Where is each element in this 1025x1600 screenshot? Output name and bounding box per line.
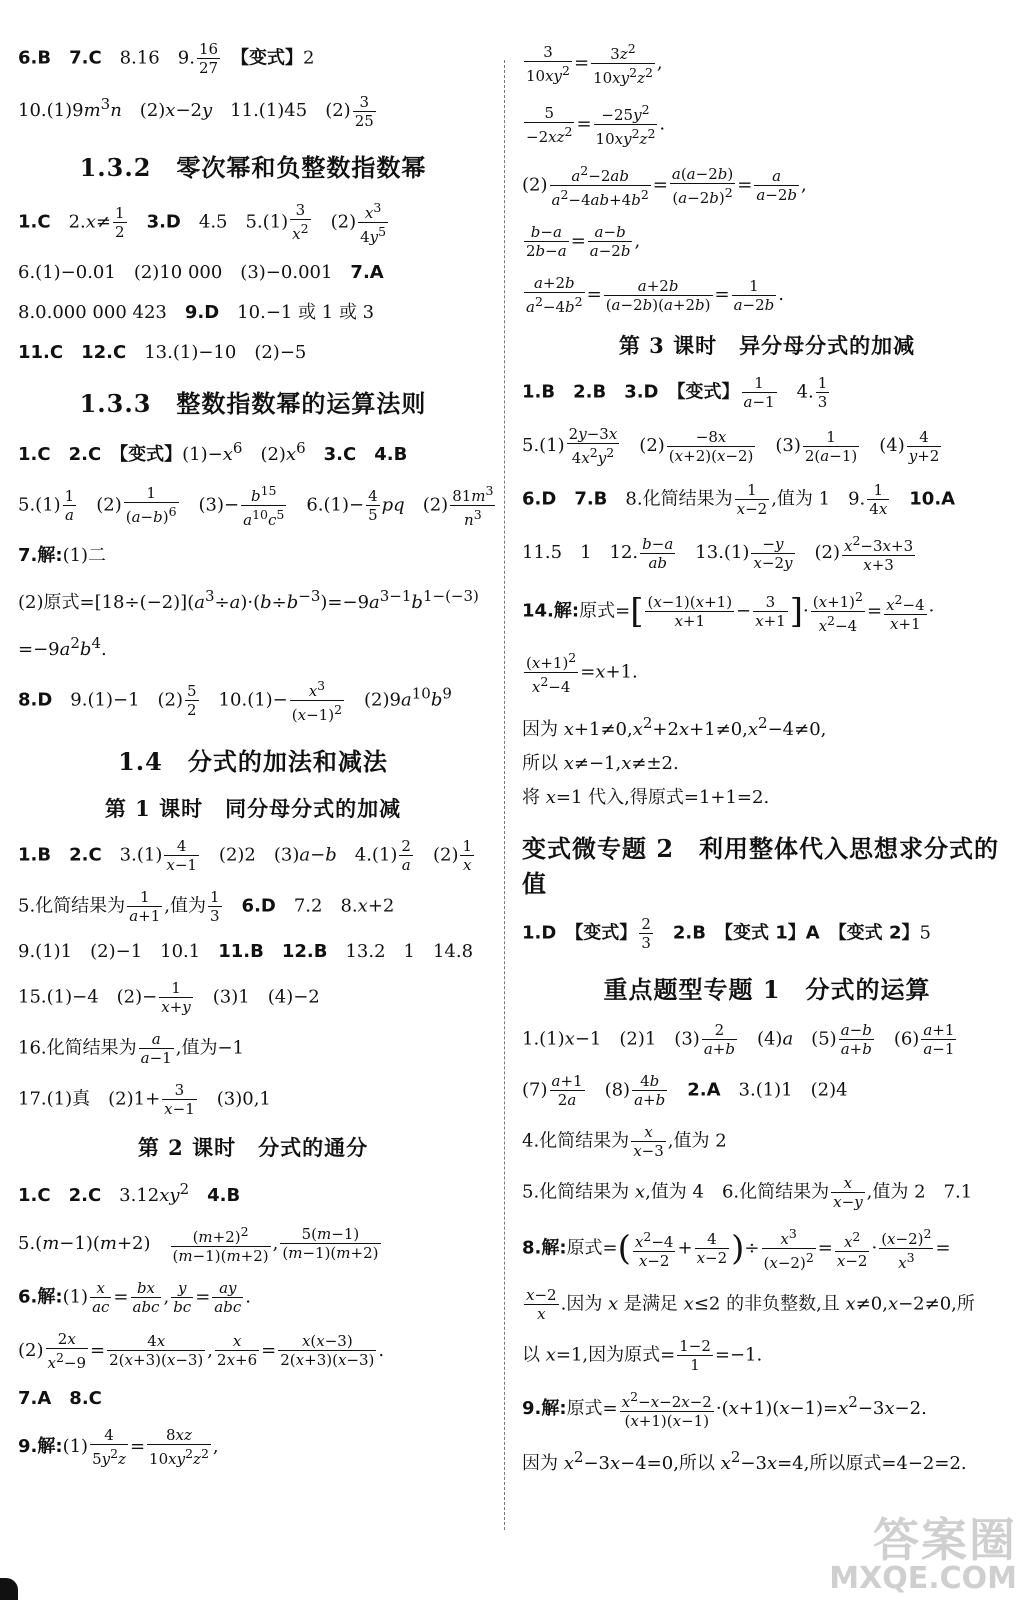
page-number-tab	[0, 1578, 18, 1600]
answer-line: 因为 $x+1\ne 0,x^2+2x+1\ne 0,x^2-4\ne 0$,	[522, 714, 827, 740]
answer-line: 11.5 1 12. $\frac{b-a}{ab}$ 13.(1) $\frac{-y}{x-2y}$ (2) $\frac{x^2-3x+3}{x+3}$	[522, 533, 914, 574]
answer-line: 8.D 9.(1)−1 (2) $\frac{5}{2}$ 10.(1)− $\frac{x^3}{(x-1)^2}$ $(2)9a^{10}b^9$	[18, 677, 452, 724]
answer-line: 16.化简结果为 $\frac{a}{a-1}$ ,值为−1	[18, 1029, 244, 1067]
watermark-top: 答案圈	[873, 1513, 1017, 1567]
answer-line: $\frac{b-a}{2b-a}$ = $\frac{a-b}{a-2b}$ ,	[526, 223, 641, 260]
answer-line: 17.(1)真 (2)1+ $\frac{3}{x-1}$ (3)0,1	[18, 1080, 271, 1118]
section-heading: 1.4 分式的加法和减法	[118, 746, 388, 776]
answer-line: 5.(m−1)(m+2) $\frac{(m+2)^2}{(m-1)(m+2)}$ , $\frac{5(m-1)}{(m-1)(m+2)}$	[18, 1223, 379, 1265]
answer-line: (7) $\frac{a+1}{2a}$ (8) $\frac{4b}{a+b}$ 2.A 3.(1)1 (2)4	[522, 1072, 848, 1109]
answer-line: 5.化简结果为 x,值为 4 6.化简结果为 $\frac{x}{x-y}$ ,值为 2 7.1	[522, 1174, 973, 1211]
answer-line: 7.A 8.C	[18, 1387, 102, 1409]
answer-line: 5.(1) $\frac{2y-3x}{4x^2y^2}$ (2) $\frac{-8x}{(x+2)(x-2)}$ (3) $\frac{1}{2(a-1)}$ (4) $\frac{4}{y+2}$	[522, 425, 940, 467]
answer-line: 9.(1)1 (2)−1 10.1 11.B 12.B 13.2 1 14.8	[18, 940, 474, 962]
section-heading: 变式微专题 2 利用整体代入思想求分式的值	[522, 834, 1000, 898]
answer-line: 6.B 7.C 8.16 9. $\frac{16}{27}$ 【变式】2	[18, 40, 315, 77]
answer-line: $\frac{5}{-2xz^2}$ = $\frac{-25y^2}{10xy^2z^2}$ .	[526, 102, 666, 148]
answer-line: 因为 $x^2-3x-4=0$,所以 $x^2-3x=4$,所以原式=4−2=2.	[522, 1448, 967, 1474]
answer-line: 6.解:(1) $\frac{x}{ac}$ = $\frac{bx}{\text{abc}}$ , $\frac{y}{bc}$ = $\frac{ay}{\text{abc}}$ .	[18, 1278, 251, 1316]
answer-line: 1.(1)x−1 (2)1 (3) $\frac{2}{a+b}$ (4)a (5) $\frac{a-b}{a+b}$ (6) $\frac{a+1}{a-1}$	[522, 1021, 955, 1058]
answer-line: 11.C 12.C 13.(1)−10 (2)−5	[18, 341, 307, 363]
answer-line: (2)原式$=[18\div(-2)](a^3\div a)\cdot(b\div b^{-3})=-9a^{3-1}b^{1-(-3)}$	[18, 586, 479, 613]
answer-line: 14.解:原式=[ $\frac{(x-1)(x+1)}{x+1}$ − $\frac{3}{x+1}$ ]· $\frac{(x+1)^2}{x^2-4}$ = $\frac{x^2-4}{x+1}$ ·	[522, 589, 935, 635]
section-subheading: 第 2 课时 分式的通分	[137, 1134, 369, 1160]
section-heading: 1.3.3 整数指数幂的运算法则	[79, 388, 427, 418]
answer-line: 9.解:原式= $\frac{x^2-x-2x-2}{(x+1)(x-1)}$ $\cdot(x+1)(x-1)=x^2-3x-2$.	[522, 1389, 927, 1430]
answer-line: 5.(1) $\frac{1}{a}$ (2) $\frac{1}{(a-b)^6}$ (3)− $\frac{b^{15}}{a^{10}c^5}$ 6.(1)− $\frac{4}{5}$ pq (2) $\frac{81m^3}{n^3}$	[18, 482, 494, 529]
watermark-logo	[829, 1513, 1017, 1596]
answer-line: 将 x=1 代入,得原式=1+1=2.	[522, 787, 770, 808]
left-column	[18, 40, 494, 1482]
answer-line: $\frac{(x+1)^2}{x^2-4}$ =x+1.	[526, 650, 638, 696]
answer-line: $=-9a^2b^4$.	[18, 633, 107, 660]
answer-line: $\frac{x-2}{x}$ .因为 x 是满足 x≤2 的非负整数,且 x≠0,x−2≠0,所	[526, 1286, 975, 1323]
answer-line: 1.C 2.C $3.12xy^2$ 4.B	[18, 1179, 241, 1206]
answer-line: 5.化简结果为 $\frac{1}{a+1}$ ,值为 $\frac{1}{3}$ 6.D 7.2 8.x+2	[18, 887, 395, 925]
section-heading: 重点题型专题 1 分式的运算	[603, 975, 931, 1004]
answer-line: 4.化简结果为 $\frac{x}{x-3}$ ,值为 2	[522, 1123, 727, 1160]
answer-line: 9.解:(1) $\frac{4}{5y^2z}$ = $\frac{8xz}{10xy^2z^2}$ ,	[18, 1425, 219, 1468]
answer-line: 8.0.000 000 423 9.D 10.−1 或 1 或 3	[18, 301, 375, 323]
answer-line: 1.C 2.C 【变式】$(1)-x^6$ $(2)x^6$ 3.C 4.B	[18, 438, 408, 465]
answer-line: 6.D 7.B 8.化简结果为 $\frac{1}{x-2}$ ,值为 1 9. $\frac{1}{4x}$ 10.A	[522, 481, 956, 518]
answer-line: $\frac{3}{10xy^2}$ = $\frac{3z^2}{10xy^2z^2}$ ,	[526, 41, 663, 87]
answer-line: (2) $\frac{2x}{x^2-9}$ = $\frac{4x}{2(x+3)(x-3)}$ , $\frac{x}{2x+6}$ = $\frac{x(x-3)}{2(x+3)(x-3)}$ .	[18, 1329, 385, 1372]
answer-line: $\frac{a+2b}{a^2-4b^2}$ = $\frac{a+2b}{(a-2b)(a+2b)}$ = $\frac{1}{a-2b}$ .	[526, 274, 785, 316]
section-heading: 1.3.2 零次幂和负整数指数幂	[79, 152, 427, 182]
answer-line: 15.(1)−4 (2)− $\frac{1}{x+y}$ (3)1 (4)−2	[18, 978, 320, 1016]
answer-line: 1.B 2.B 3.D 【变式】 $\frac{1}{a-1}$ 4. $\frac{1}{3}$	[522, 374, 828, 411]
answer-line: 8.解:原式=( $\frac{x^2-4}{x-2}$ + $\frac{4}{x-2}$ )÷ $\frac{x^3}{(x-2)^2}$ = $\frac{x^2}{x-2}$ · $\frac{(x-2)^2}{x^3}$ =	[522, 1226, 951, 1272]
section-subheading: 第 1 课时 同分母分式的加减	[104, 795, 402, 821]
right-column	[522, 40, 1012, 1491]
answer-line: $10.(1)9m^3n$ (2)x−2y 11.(1)45 (2) $\frac{3}{25}$	[18, 92, 374, 130]
section-subheading: 第 3 课时 异分母分式的加减	[618, 333, 916, 358]
answer-line: (2) $\frac{a^2-2ab}{a^2-4ab+4b^2}$ = $\frac{a(a-2b)}{(a-2b)^2}$ = $\frac{a}{a-2b}$ ,	[522, 163, 807, 209]
answer-line: 6.(1)−0.01 (2)10 000 (3)−0.001 7.A	[18, 261, 384, 283]
answer-line: 7.解:(1)二	[18, 544, 107, 566]
answer-line: 1.C 2.x≠ $\frac{1}{2}$ 3.D 4.5 5.(1) $\frac{3}{x^2}$ (2) $\frac{x^3}{4y^5}$	[18, 199, 387, 246]
column-divider	[504, 60, 505, 1530]
answer-line: 所以 x≠−1,x≠±2.	[522, 753, 679, 774]
answer-line: 1.B 2.C 3.(1) $\frac{4}{x-1}$ (2)2 (3)a−b 4.(1) $\frac{2}{a}$ (2) $\frac{1}{x}$	[18, 836, 473, 874]
answer-line: 1.D 【变式】 $\frac{2}{3}$ 2.B 【变式 1】A 【变式 2】5	[522, 915, 931, 952]
answer-line: 以 x=1,因为原式= $\frac{1-2}{1}$ =−1.	[522, 1337, 763, 1374]
watermark-bottom: MXQE.COM	[829, 1561, 1017, 1596]
